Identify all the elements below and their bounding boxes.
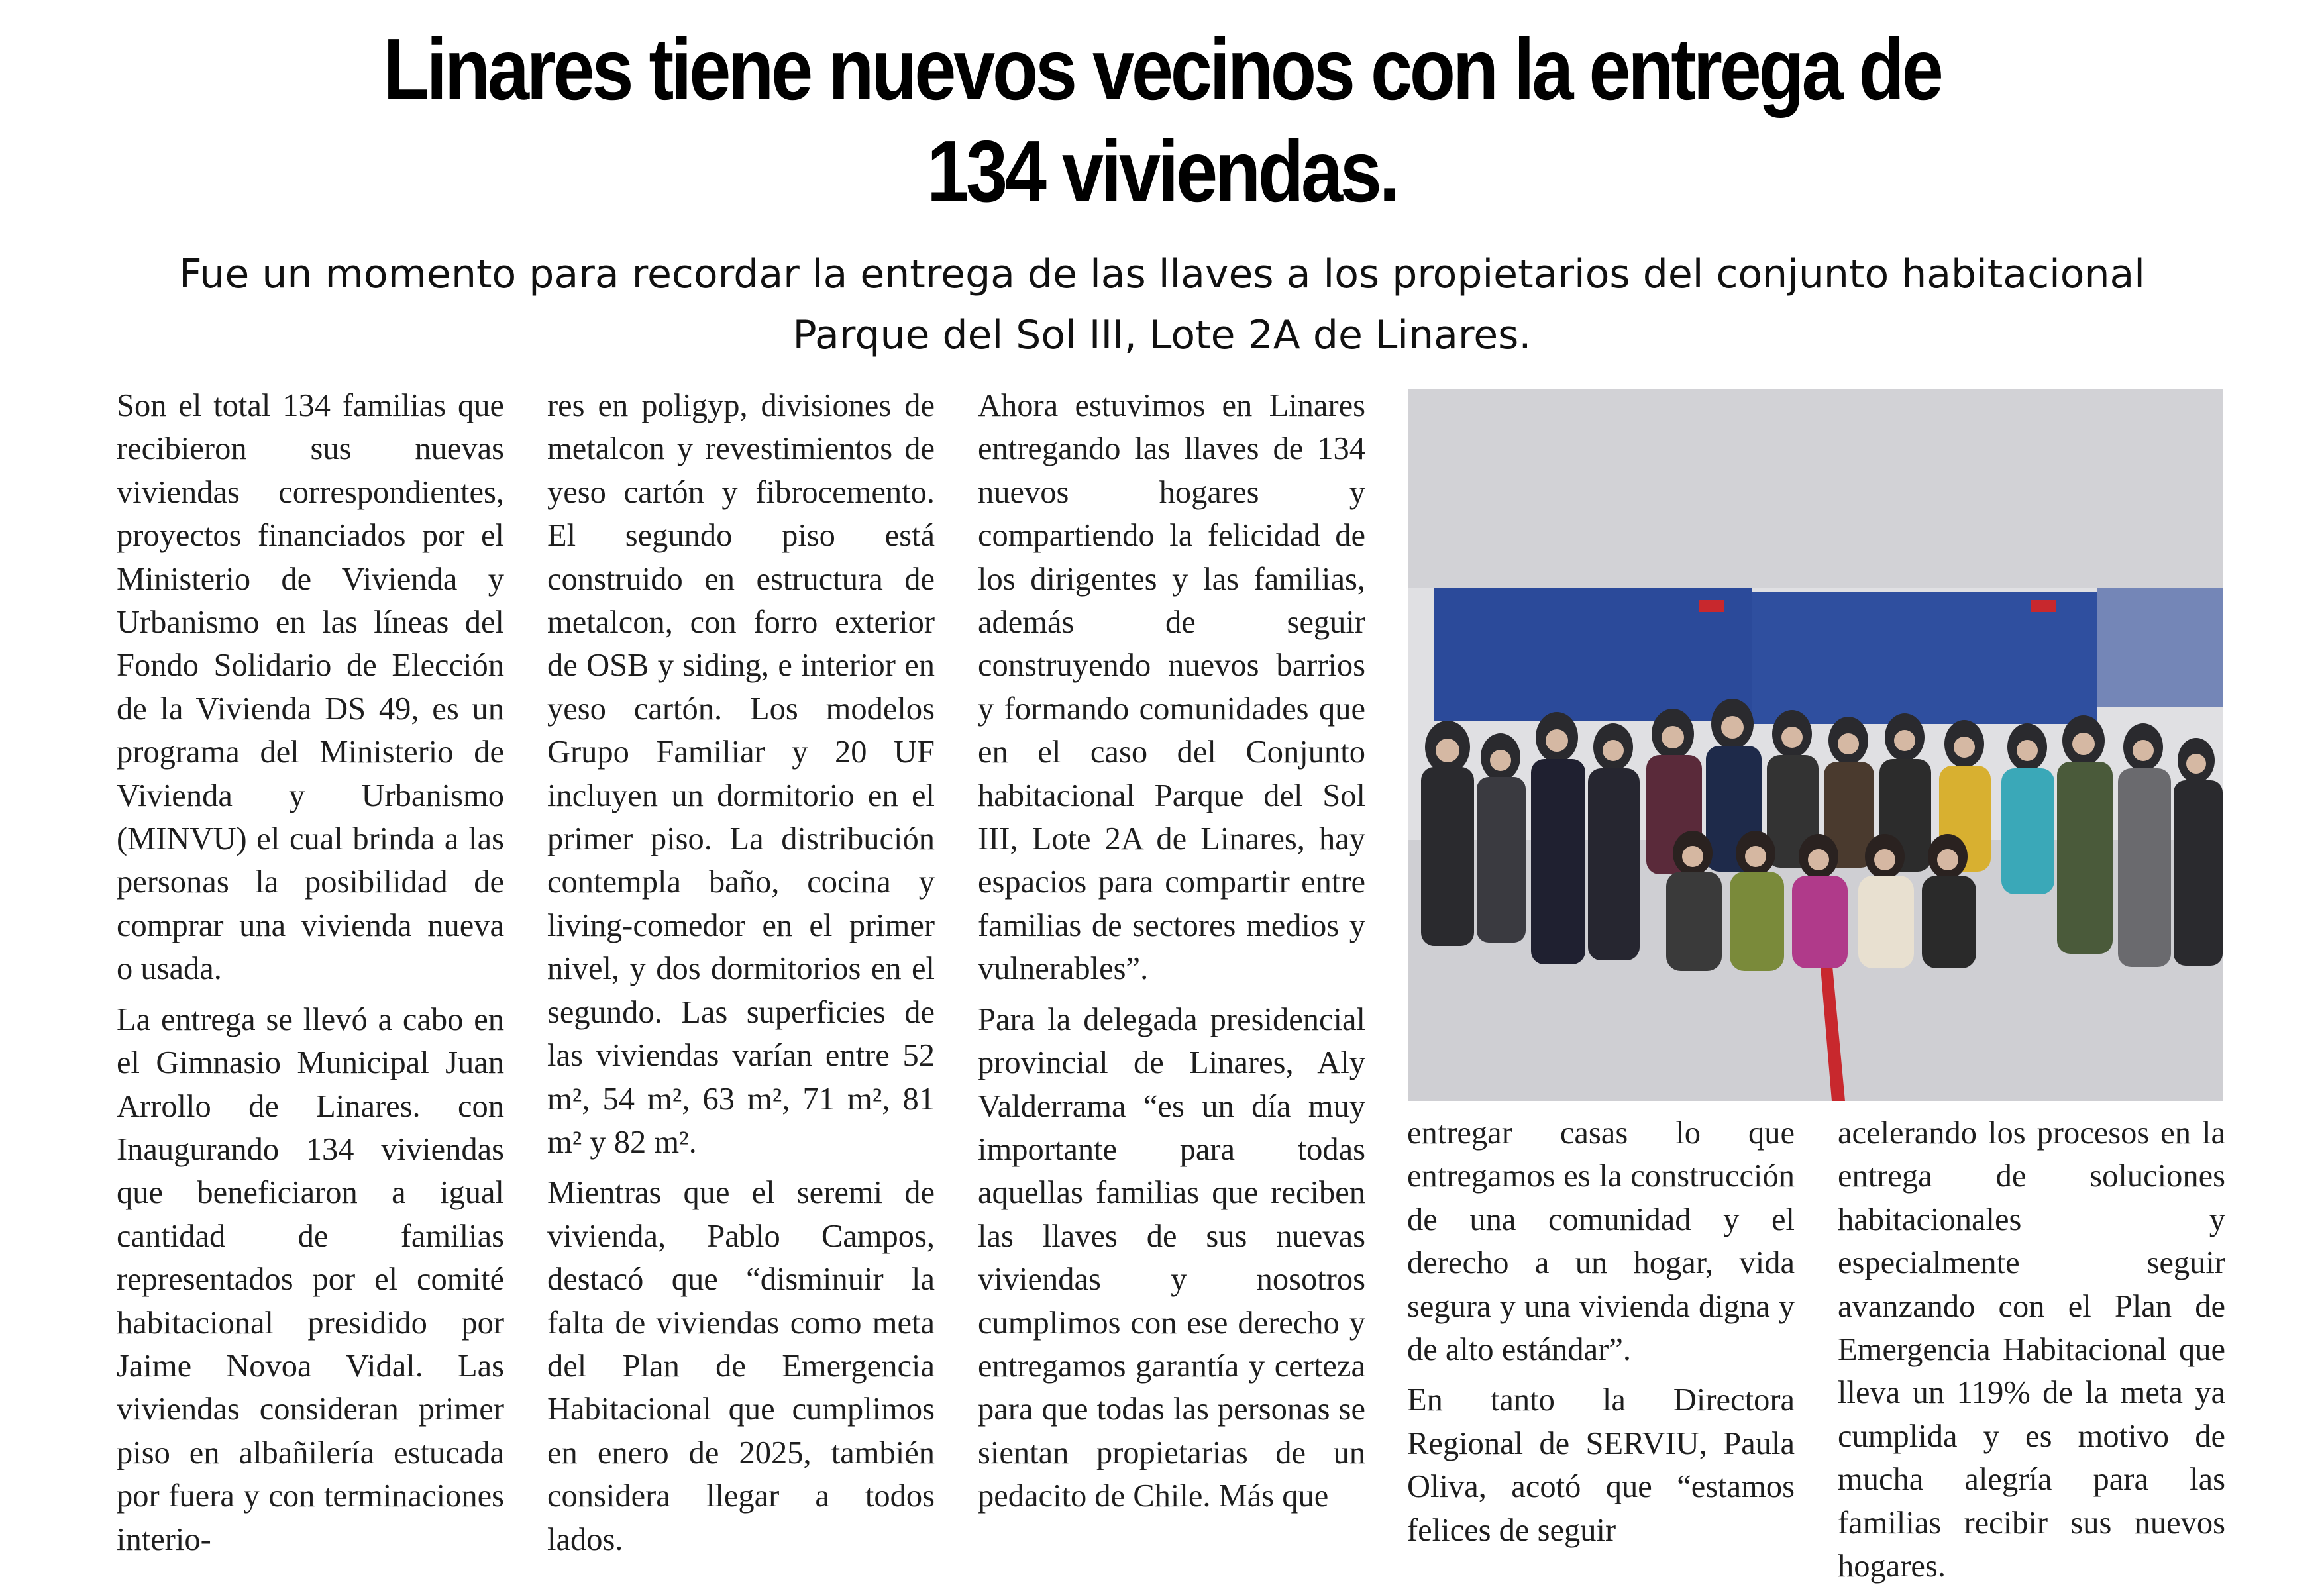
article-paragraph-2-start: La entrega se llevó a cabo en el Gimnasio Municipal Juan Arrollo de Linares. con Inaugurando 134 viviendas que beneficiaron a igual cantidad de familias representados por el comité habitacional presidido por Jaime Novoa Vidal. Las viviendas consideran primer piso en albañilería estucada por fuera y con terminaciones interio- bbox=[117, 1002, 504, 1557]
subheadline bbox=[0, 244, 2324, 366]
article-paragraph-4-end: entregar casas lo que entregamos es la construcción de una comunidad y el derecho a un hogar, vida segura y una vivienda digna y de alto estándar”. bbox=[1407, 1115, 1795, 1368]
article-paragraph-2-end: res en poligyp, divisiones de metalcon y revestimientos de yeso cartón y fibrocemento. El segundo piso está construido en estructura de metalcon, con forro exterior de OSB y siding, e interior en yeso cartón. Los modelos Grupo Familiar y 20 UF incluyen un dormitorio en el primer piso. La distribución contempla baño, cocina y living-comedor en el primer nivel, y dos dormitorios en el segundo. Las superficies de las viviendas varían entre 52 m², 54 m², 63 m², 71 m², 81 m² y 82 m². bbox=[547, 388, 935, 1160]
article-column-2 bbox=[547, 384, 935, 1569]
group-photo bbox=[1408, 389, 2223, 1101]
subheadline-line-2: Parque del Sol III, Lote 2A de Linares. bbox=[792, 312, 1532, 358]
article-column-1 bbox=[117, 384, 504, 1569]
article-paragraph-1: Son el total 134 familias que recibieron sus nuevas viviendas correspondientes, proyectos financiados por el Ministerio de Vivienda y Urbanismo en las líneas del Fondo Solidario de Elección de la Vivienda DS 49, es un programa del Ministerio de Vivienda y Urbanismo (MINVU) el cual brinda a las personas la posibilidad de comprar una vivienda nueva o usada. bbox=[117, 388, 504, 987]
article-paragraph-5-start: En tanto la Directora Regional de SERVIU, Paula Oliva, acotó que “estamos felices de seguir bbox=[1407, 1382, 1795, 1548]
headline bbox=[163, 19, 2162, 223]
headline-line-2: 134 viviendas. bbox=[927, 123, 1397, 220]
group-photo-illustration bbox=[1408, 389, 2223, 1101]
subheadline-line-1: Fue un momento para recordar la entrega de las llaves a los propietarios del conjunto habitacional bbox=[179, 251, 2145, 297]
article-paragraph-3-end: Ahora estuvimos en Linares entregando las llaves de 134 nuevos hogares y compartiendo la felicidad de los dirigentes y las familias, además de seguir construyendo nuevos barrios y formando comunidades que en el caso del Conjunto habitacional Parque del Sol III, Lote 2A de Linares, hay espacios para compartir entre familias de sectores medios y vulnerables”. bbox=[978, 388, 1365, 987]
article-column-5 bbox=[1838, 1111, 2225, 1595]
headline-line-1: Linares tiene nuevos vecinos con la entrega de bbox=[383, 21, 1941, 118]
article-paragraph-5-end: acelerando los procesos en la entrega de soluciones habitacionales y especialmente seguir avanzando con el Plan de Emergencia Habitacional que lleva un 119% de la meta ya cumplida y es motivo de mucha alegría para las familias recibir sus nuevos hogares. bbox=[1838, 1115, 2225, 1584]
article-paragraph-4-start: Para la delegada presidencial provincial de Linares, Aly Valderrama “es un día muy importante para todas aquellas familias que reciben las llaves de sus nuevas viviendas y nosotros cumplimos con ese derecho y entregamos garantía y certeza para que todas las personas se sientan propietarias de un pedacito de Chile. Más que bbox=[978, 1002, 1365, 1514]
article-paragraph-3-start: Mientras que el seremi de vivienda, Pablo Campos, destacó que “disminuir la falta de viviendas como meta del Plan de Emergencia Habitacional que cumplimos en enero de 2025, también considera llegar a todos lados. bbox=[547, 1175, 935, 1557]
article-column-3 bbox=[978, 384, 1365, 1525]
article-column-4 bbox=[1407, 1111, 1795, 1559]
